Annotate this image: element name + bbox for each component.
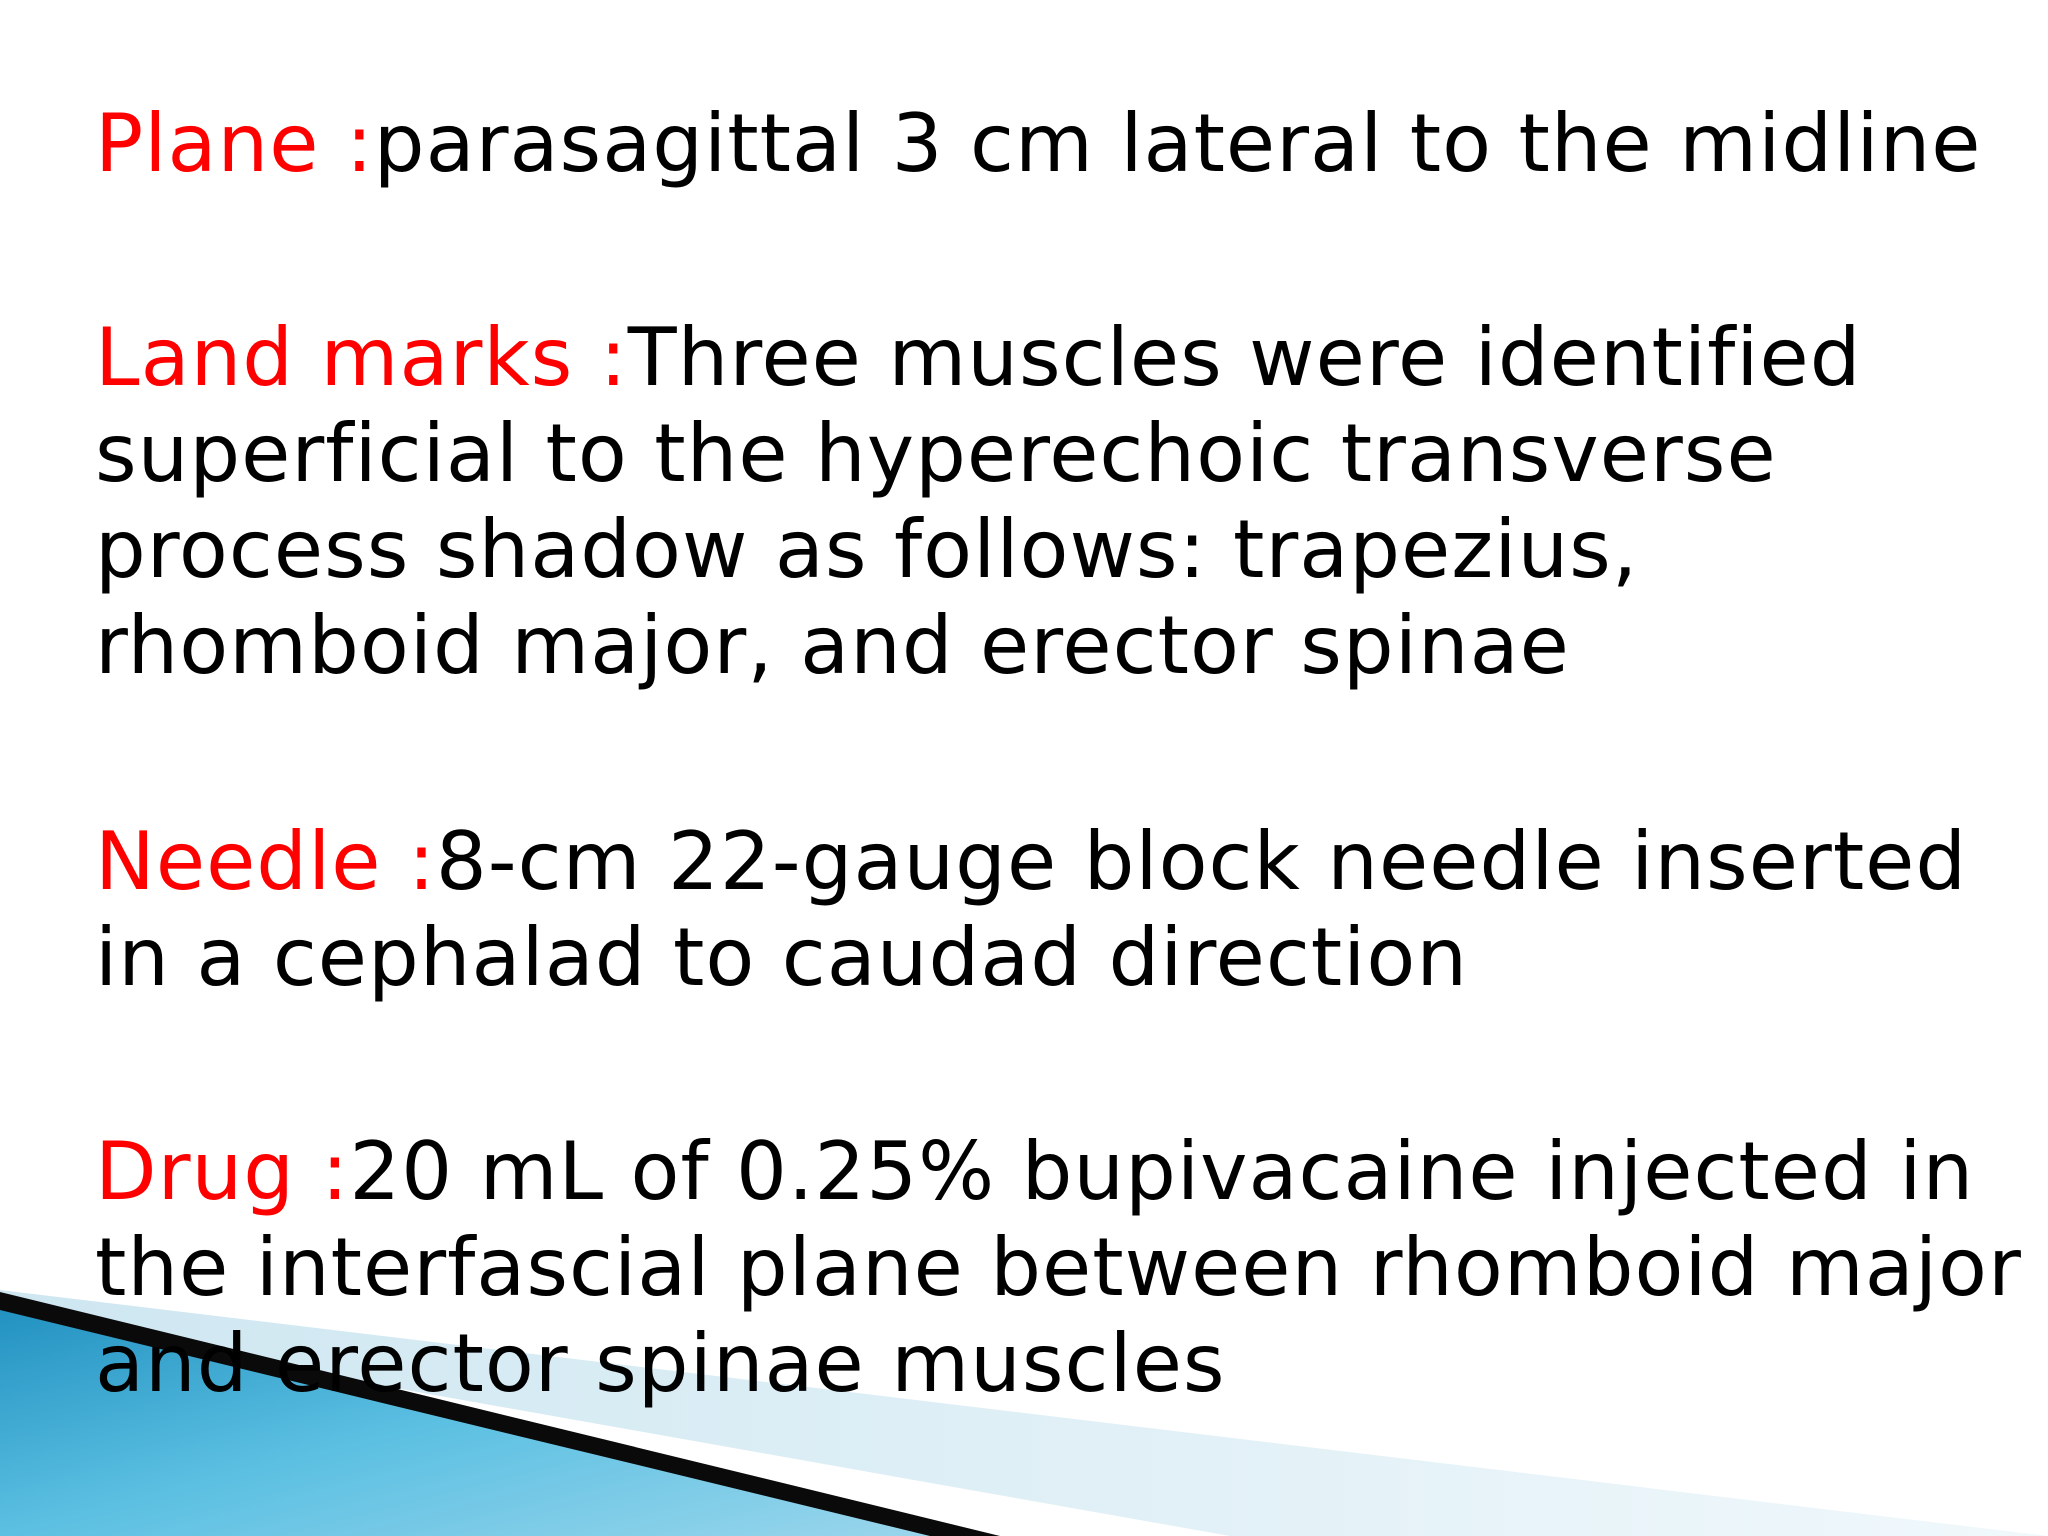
needle-line-2: in a cephalad to caudad direction: [95, 911, 1469, 1004]
landmarks-paragraph: [95, 310, 2015, 694]
drug-line-2: the interfascial plane between rhomboid major: [95, 1221, 2022, 1314]
landmarks-line-3: process shadow as follows: trapezius,: [95, 503, 1639, 596]
plane-paragraph: [95, 96, 2015, 192]
landmarks-line-4: rhomboid major, and erector spinae: [95, 599, 1570, 692]
landmarks-line-1: [95, 310, 2015, 406]
landmarks-line-2: superficial to the hyperechoic transverse: [95, 407, 1777, 500]
plane-line-1: [95, 96, 2015, 192]
needle-text-1: 8-cm 22-gauge block needle inserted: [435, 815, 1968, 908]
landmarks-label: Land marks :: [95, 311, 628, 404]
drug-line-3: and erector spinae muscles: [95, 1317, 1226, 1410]
needle-label: Needle :: [95, 815, 436, 908]
needle-line-1: [95, 814, 2015, 910]
plane-label: Plane :: [95, 97, 374, 190]
drug-paragraph: [95, 1124, 2022, 1412]
landmarks-text-1: Three muscles were identified: [627, 311, 1862, 404]
drug-text-1: 20 mL of 0.25% bupivacaine injected in: [349, 1125, 1975, 1218]
needle-paragraph: [95, 814, 2015, 1006]
drug-label: Drug :: [95, 1125, 350, 1218]
plane-text: parasagittal 3 cm lateral to the midline: [373, 97, 1982, 190]
drug-line-1: [95, 1124, 2015, 1220]
slide-content: [95, 96, 2022, 1412]
